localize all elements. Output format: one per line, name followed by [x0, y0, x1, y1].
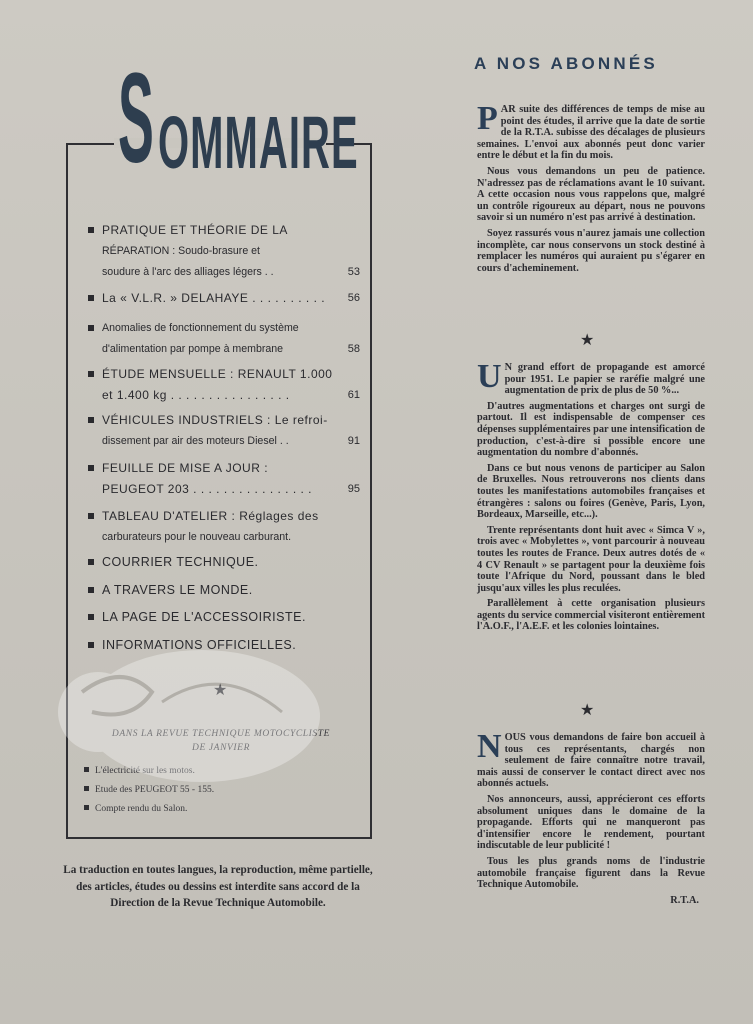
toc-page-number: 95: [347, 483, 360, 495]
paragraph: [477, 728, 705, 790]
bullet-icon: [88, 295, 94, 301]
paragraph: Nous vous demandons un peu de patience. N'adressez pas de réclamations avant le 10 suivant. A cette occasion nous vous rappelons que, malgré un contrôle rigoureux au départ, nous ne pouvons savoir si un numéro n'est pas arrivé à destination.: [477, 165, 705, 224]
sommaire-title: [118, 47, 359, 190]
toc-line: RÉPARATION : Soudo-brasure et: [102, 245, 260, 257]
moto-item[interactable]: [84, 766, 195, 776]
toc-line: PRATIQUE ET THÉORIE DE LA: [102, 223, 288, 237]
toc-item-renault[interactable]: [88, 364, 360, 406]
moto-heading-line: DE JANVIER: [192, 743, 250, 753]
moto-item-label: L'électricité sur les motos.: [95, 766, 195, 776]
bullet-icon: [88, 417, 94, 423]
sommaire-title-initial: S: [118, 47, 154, 190]
toc-page-number: 91: [347, 435, 360, 447]
dropcap: P: [477, 100, 498, 137]
toc-page-number: 61: [347, 389, 360, 401]
bullet-icon: [88, 614, 94, 620]
toc-line: soudure à l'arc des alliages légers . .: [102, 266, 274, 278]
toc-item-informations[interactable]: [88, 635, 360, 656]
bullet-icon: [88, 642, 94, 648]
toc-line: FEUILLE DE MISE A JOUR :: [102, 461, 269, 475]
toc-line: VÉHICULES INDUSTRIELS : Le refroi-: [102, 413, 328, 427]
paragraph: D'autres augmentations et charges ont surgi de partout. Il est indispensable de compenser ces dépenses supplémentaires par une intensification de production, c'est-à-dire si possible encore une augmentation du nombre d'abonnés.: [477, 400, 705, 459]
toc-item-accessoiriste[interactable]: [88, 607, 360, 628]
toc-line: La « V.L.R. » DELAHAYE . . . . . . . . . .: [102, 291, 326, 305]
paragraph: Nos annonceurs, aussi, apprécieront ces efforts absolument uniques dans le domaine de la propagande. Efforts qui ne manqueront pas d'intensifier encore le rendement, pourtant indiscutable de leur publicité !: [477, 793, 705, 852]
bullet-icon: [84, 767, 89, 772]
bullet-icon: [84, 805, 89, 810]
toc-line: A TRAVERS LE MONDE.: [102, 583, 253, 597]
bullet-icon: [88, 371, 94, 377]
abonnes-section-2: [477, 358, 705, 637]
toc-line: ÉTUDE MENSUELLE : RENAULT 1.000: [102, 367, 333, 381]
bullet-icon: [84, 786, 89, 791]
toc-line: et 1.400 kg . . . . . . . . . . . . . . . .: [102, 388, 290, 402]
moto-heading-line: DANS LA REVUE TECHNIQUE MOTOCYCLISTE: [111, 729, 331, 739]
toc-item-vehicules[interactable]: [88, 410, 360, 452]
toc-line: LA PAGE DE L'ACCESSOIRISTE.: [102, 610, 306, 624]
paragraph: Dans ce but nous venons de participer au Salon de Bruxelles. Nous retrouverons nos clients dans toutes les manifestations automobiles françaises et étrangères : salons ou foires (Genève, Paris, Lyon, Bordeaux, Marseille, etc...).: [477, 462, 705, 521]
signature: R.T.A.: [670, 894, 699, 906]
paragraph: Soyez rassurés vous n'aurez jamais une collection incomplète, car nous conservons un stock destiné à remplacer les numéros qui auraient pu s'égarer en cours d'acheminement.: [477, 227, 705, 274]
paragraph: Tous les plus grands noms de l'industrie automobile française figurent dans la Revue Technique Automobile.: [477, 855, 705, 891]
toc-line: INFORMATIONS OFFICIELLES.: [102, 638, 297, 652]
toc-page-number: 58: [347, 343, 360, 355]
sommaire-title-rest: OMMAIRE: [158, 101, 359, 184]
toc-line: carburateurs pour le nouveau carburant.: [102, 531, 292, 543]
toc-page-number: 53: [347, 266, 360, 278]
toc-line: dissement par air des moteurs Diesel . .: [102, 435, 289, 447]
abonnes-section-3: [477, 728, 705, 906]
moto-item[interactable]: [84, 804, 187, 814]
moto-heading: [90, 727, 352, 755]
moto-item-label: Compte rendu du Salon.: [95, 804, 188, 814]
toc-line: PEUGEOT 203 . . . . . . . . . . . . . . . .: [102, 482, 313, 496]
toc-line: Anomalies de fonctionnement du système: [102, 322, 299, 334]
dropcap: N: [477, 728, 502, 765]
paragraph-text: N grand effort de propagande est amorcé pour 1951. Le papier se raréfie malgré une augmentation de prix de plus de 50 %...: [504, 362, 705, 397]
bullet-icon: [88, 465, 94, 471]
bullet-icon: [88, 325, 94, 331]
abonnes-section-1: [477, 100, 705, 278]
paragraph-text: AR suite des différences de temps de mise au point des études, il arrive que la date de sortie de la R.T.A. subisse des décalages de plusieurs semaines. L'envoi aux abonnés peut donc varier entre le début et la fin du mois.: [477, 104, 705, 162]
bullet-icon: [88, 513, 94, 519]
toc-item-courrier[interactable]: [88, 552, 360, 573]
toc-item-peugeot[interactable]: [88, 458, 360, 500]
toc-item-delahaye[interactable]: [88, 288, 360, 309]
paragraph-text: OUS vous demandons de faire bon accueil à tous ces représentants, chargés non seulement de faire connaître notre travail, mais aussi de conserver le contact direct avec nos abonnés actuels.: [477, 732, 705, 790]
dropcap: U: [477, 358, 502, 395]
moto-item-label: Etude des PEUGEOT 55 - 155.: [95, 785, 215, 795]
toc-line: COURRIER TECHNIQUE.: [102, 555, 259, 569]
toc-item-tableau[interactable]: [88, 506, 360, 548]
bullet-icon: [88, 559, 94, 565]
toc-item-reparation[interactable]: [88, 220, 360, 283]
star-separator-icon: ★: [580, 702, 595, 719]
toc-item-anomalies[interactable]: [88, 318, 360, 360]
rights-notice: La traduction en toutes langues, la reproduction, même partielle, des articles, études ou dessins est interdite sans accord de la Direction de la Revue Technique Automobile.: [63, 864, 373, 909]
star-separator-icon: ★: [580, 332, 595, 349]
bullet-icon: [88, 227, 94, 233]
paragraph: [477, 358, 705, 397]
toc-line: TABLEAU D'ATELIER : Réglages des: [102, 509, 319, 523]
paragraph: [477, 100, 705, 162]
bullet-icon: [88, 587, 94, 593]
paragraph: Trente représentants dont huit avec « Simca V », trois avec « Mobylettes », vont parcourir à nouveau toutes les routes de France. Deux autres dotés de « 4 CV Renault » se partagent pour la deuxième fois toute l'Afrique du Nord, poussant dans le bled jusqu'aux villes les plus reculées.: [477, 524, 705, 594]
moto-item[interactable]: [84, 785, 214, 795]
toc-line: d'alimentation par pompe à membrane: [102, 343, 284, 355]
star-separator-icon: ★: [213, 682, 228, 699]
toc-page-number: 56: [347, 292, 360, 304]
toc-item-monde[interactable]: [88, 580, 360, 601]
abonnes-title: A NOS ABONNÉS: [474, 54, 658, 73]
paragraph: Parallèlement à cette organisation plusieurs agents du service commercial visiteront entièrement l'A.O.F., l'A.E.F. et les colonies lointaines.: [477, 598, 705, 633]
